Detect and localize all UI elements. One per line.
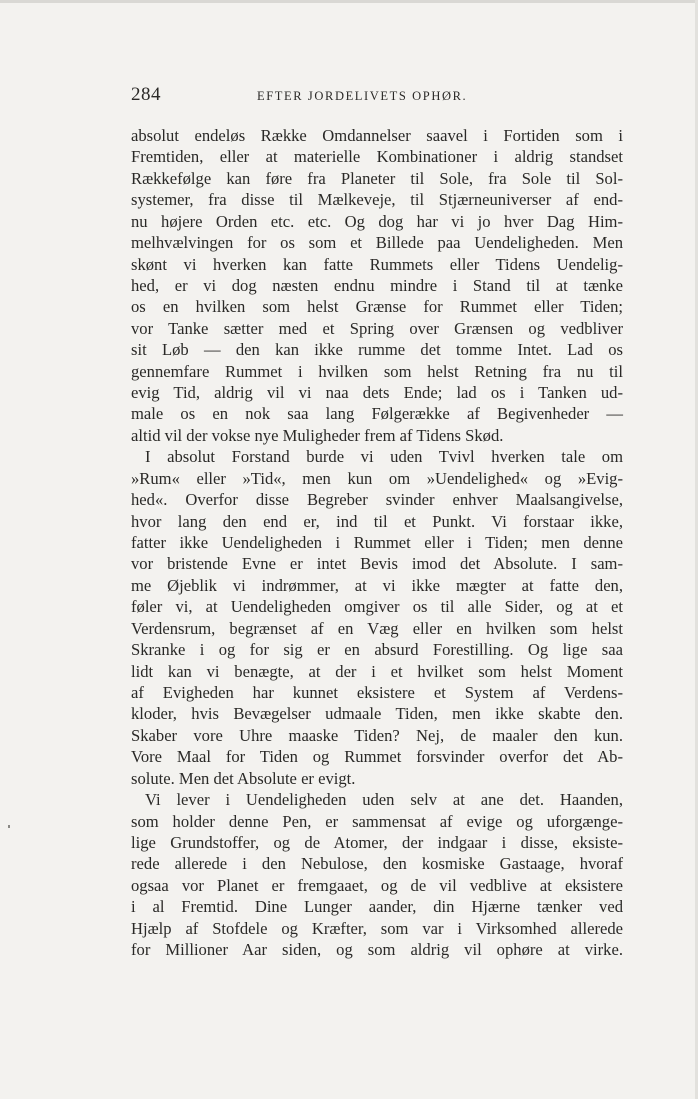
page-header	[131, 84, 623, 108]
body-text	[131, 125, 623, 960]
text-line: evig Tid, aldrig vil vi naa dets Ende; lad os i Tanken ud-	[131, 383, 623, 403]
text-line: af Evigheden har kunnet eksistere et System af Verdens-	[131, 682, 623, 702]
running-head: EFTER JORDELIVETS OPHØR.	[257, 89, 468, 103]
text-line: føler vi, at Uendeligheden omgiver os til alle Sider, og at et	[131, 597, 623, 617]
text-line: skønt vi hverken kan fatte Rummets eller Tidens Uendelig-	[131, 254, 623, 274]
text-line: absolut endeløs Række Omdannelser saavel i Fortiden som i	[131, 126, 623, 145]
text-line: for Millioner Aar siden, og som aldrig vil ophøre at virke.	[131, 940, 623, 960]
text-line: Vi lever i Uendeligheden uden selv at ane det. Haanden,	[145, 790, 623, 810]
text-line: Skranke i og for sig er en absurd Forestilling. Og lige saa	[131, 640, 623, 660]
margin-speck	[8, 825, 10, 828]
text-line: me Øjeblik vi indrømmer, at vi ikke mægter at fatte den,	[131, 575, 623, 595]
text-line: »Rum« eller »Tid«, men kun om »Uendelighed« og »Evig-	[131, 468, 623, 488]
text-line: som holder denne Pen, er sammensat af evige og uforgænge-	[131, 811, 623, 831]
text-line: vor Tanke sætter med et Spring over Grænsen og vedbliver	[131, 318, 623, 338]
text-line: fatter ikke Uendeligheden i Rummet eller i Tiden; men denne	[131, 533, 623, 553]
text-line: ogsaa vor Planet er fremgaaet, og de vil vedblive at eksistere	[131, 875, 623, 895]
text-line: melhvælvingen for os som et Billede paa Uendeligheden. Men	[131, 233, 623, 253]
text-line: rede allerede i den Nebulose, den kosmiske Gastaage, hvoraf	[131, 854, 623, 874]
text-line: i al Fremtid. Dine Lunger aander, din Hjærne tænker ved	[131, 897, 623, 917]
text-line: altid vil der vokse nye Muligheder frem af Tidens Skød.	[131, 425, 504, 445]
text-line: solute. Men det Absolute er evigt.	[131, 768, 356, 788]
text-line: Hjælp af Stofdele og Kræfter, som var i Virksomhed allerede	[131, 918, 623, 938]
text-line: kloder, hvis Bevægelser udmaale Tiden, men ikke skabte den.	[131, 704, 623, 724]
text-line: male os en nok saa lang Følgerække af Begivenheder —	[131, 404, 623, 424]
text-line: Skaber vore Uhre maaske Tiden? Nej, de maaler den kun.	[131, 725, 623, 745]
text-line: I absolut Forstand burde vi uden Tvivl hverken tale om	[145, 447, 623, 467]
text-line: Fremtiden, eller at materielle Kombinationer i aldrig standset	[131, 147, 623, 167]
text-line: Rækkefølge kan føre fra Planeter til Sole, fra Sole til Sol-	[131, 168, 623, 188]
text-line: Verdensrum, begrænset af en Væg eller en hvilken som helst	[131, 618, 623, 638]
page-top-edge	[0, 0, 698, 3]
text-line: lige Grundstoffer, og de Atomer, der indgaar i disse, eksiste-	[131, 832, 623, 852]
text-line: Vore Maal for Tiden og Rummet forsvinder overfor det Ab-	[131, 747, 623, 767]
text-line: lidt kan vi benægte, at der i et hvilket som helst Moment	[131, 661, 623, 681]
text-line: hvor lang den end er, ind til et Punkt. Vi forstaar ikke,	[131, 511, 623, 531]
text-line: gennemfare Rummet i hvilken som helst Retning fra nu til	[131, 361, 623, 381]
text-line: hed«. Overfor disse Begreber svinder enhver Maalsangivelse,	[131, 490, 623, 510]
text-line: sit Løb — den kan ikke rumme det tomme Intet. Lad os	[131, 340, 623, 360]
text-line: systemer, fra disse til Mælkeveje, til Stjærneuniverser af end-	[131, 190, 623, 210]
page-number: 284	[131, 84, 161, 105]
text-line: os en hvilken som helst Grænse for Rummet eller Tiden;	[131, 297, 623, 317]
text-line: vor bristende Evne er intet Bevis imod det Absolute. I sam-	[131, 554, 623, 574]
text-line: nu højere Orden etc. etc. Og dog har vi jo hver Dag Him-	[131, 211, 623, 231]
text-line: hed, er vi dog næsten endnu mindre i Stand til at tænke	[131, 275, 623, 295]
